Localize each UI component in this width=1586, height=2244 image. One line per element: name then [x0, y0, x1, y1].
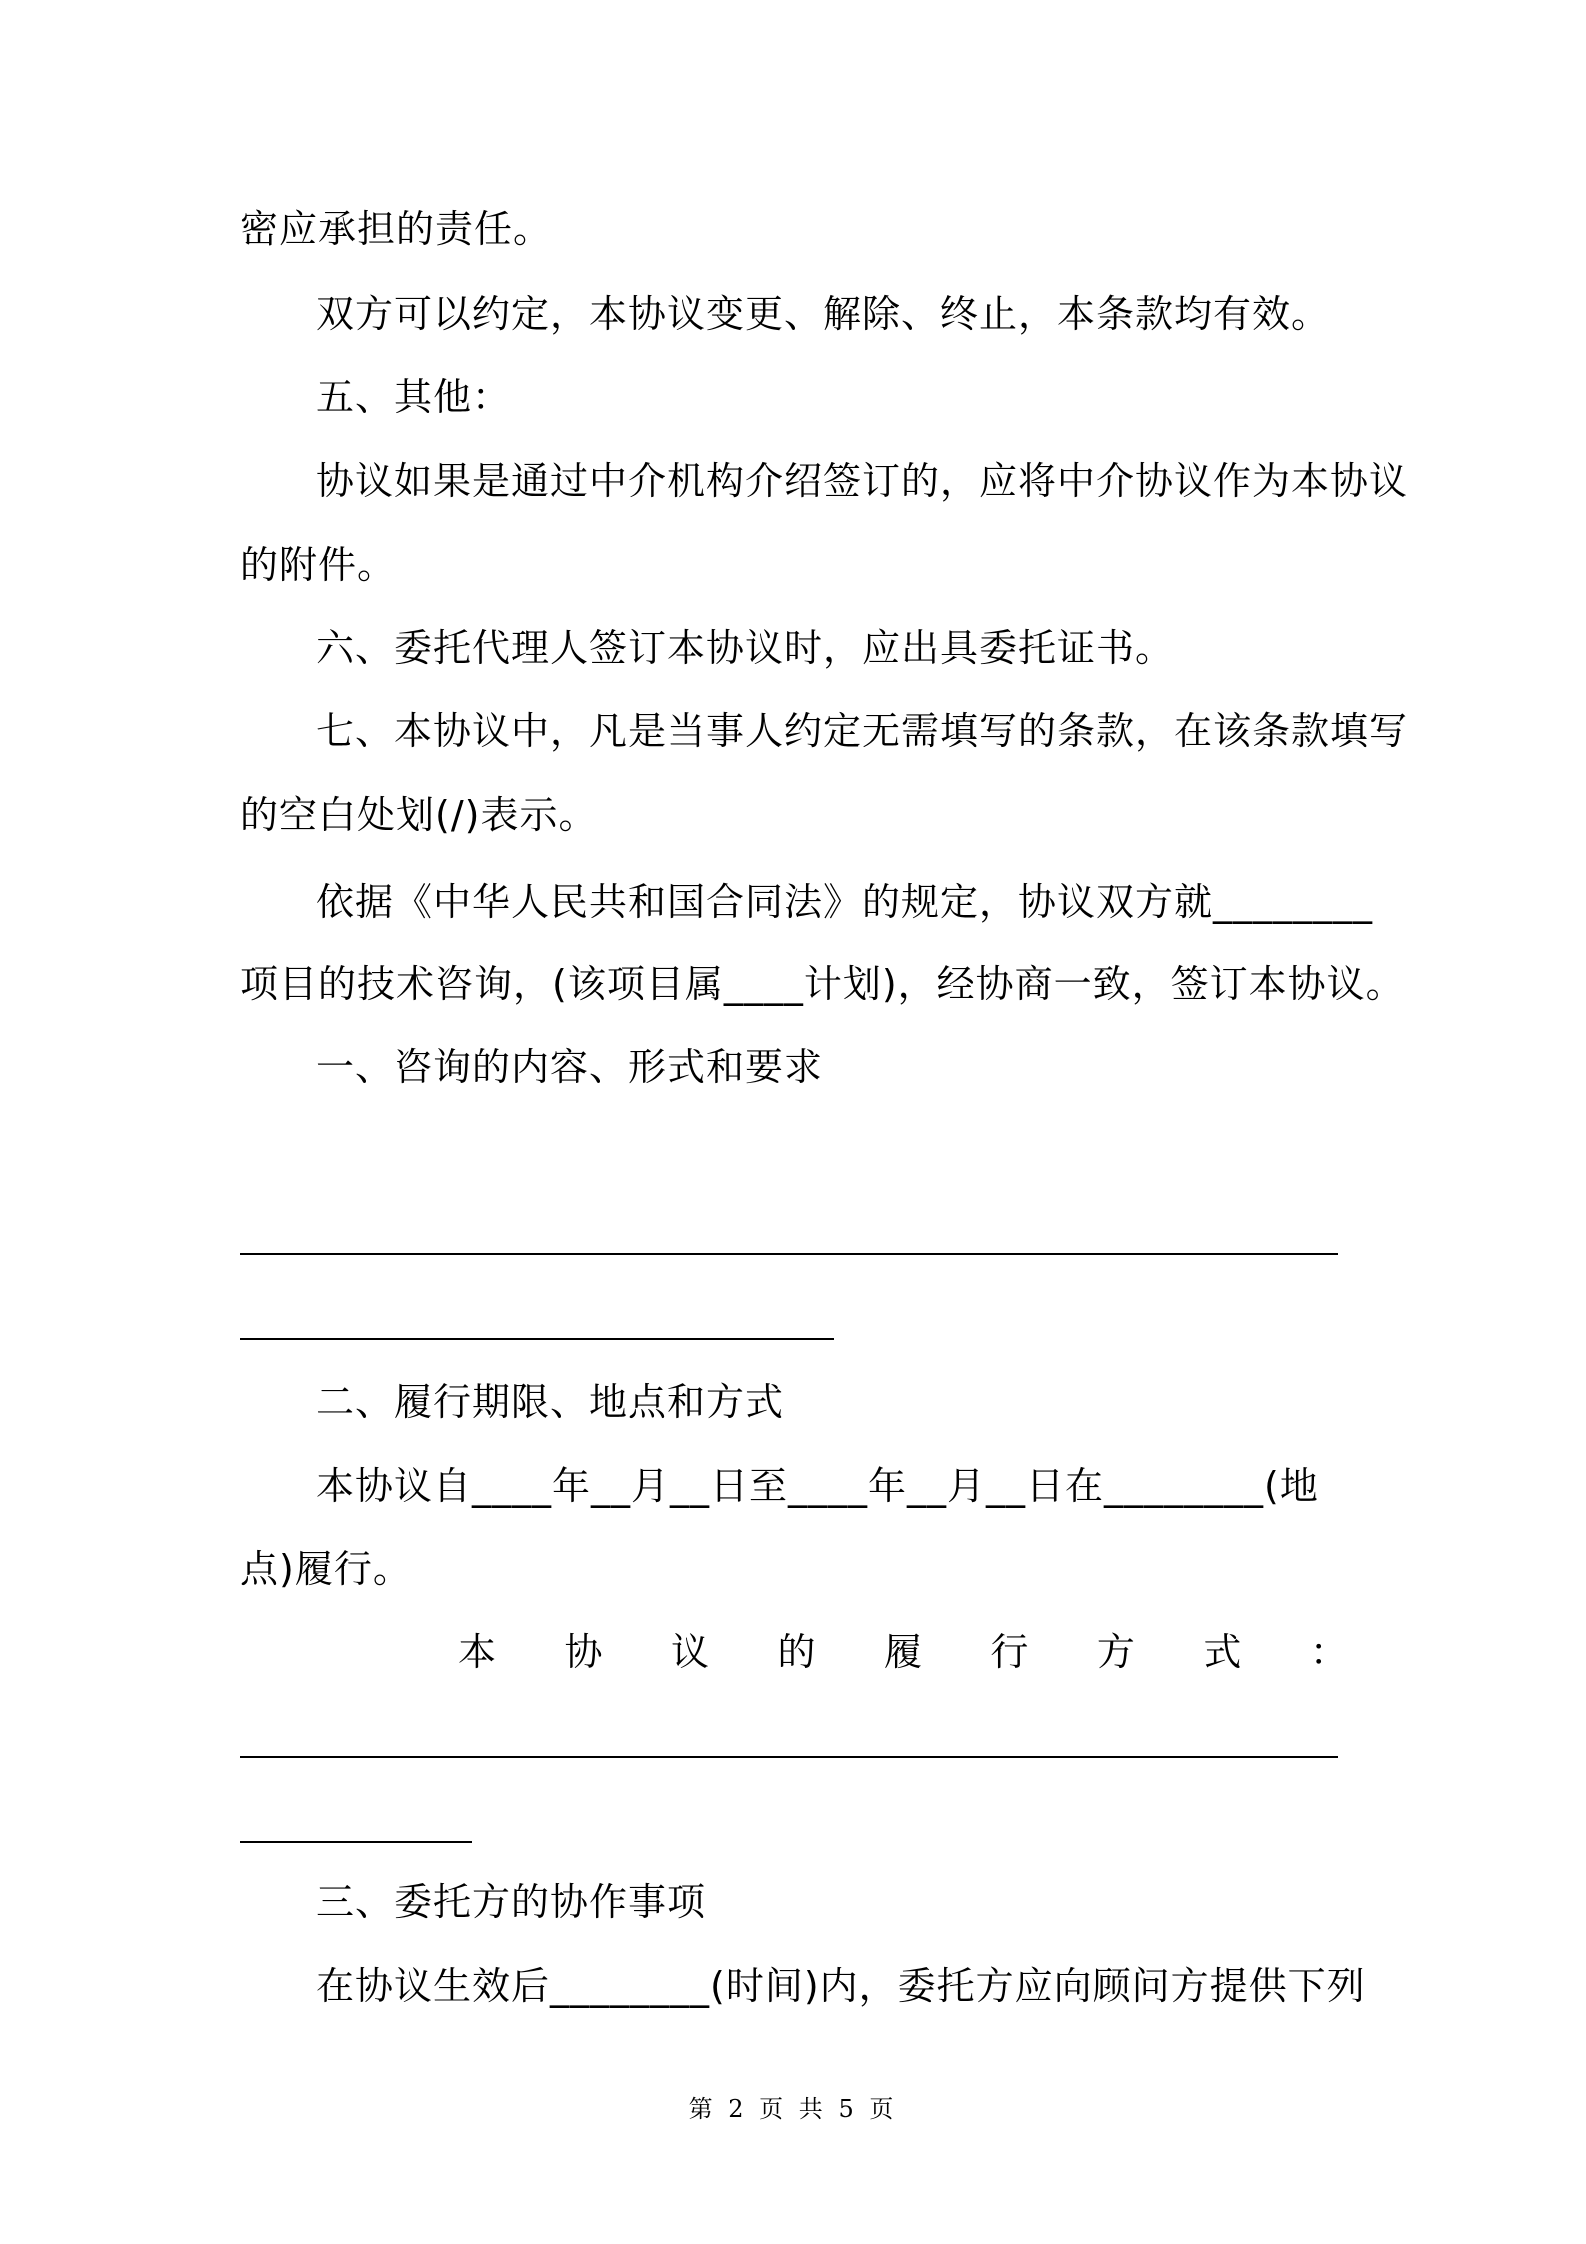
blank-fill-line — [240, 1253, 1338, 1255]
text-char: 协 — [564, 1630, 603, 1674]
text-line: 七、本协议中，凡是当事人约定无需填写的条款，在该条款填写 — [316, 709, 1409, 753]
text-char: 式 — [1203, 1630, 1242, 1674]
text-line: 项目的技术咨询，(该项目属____计划)，经协商一致，签订本协议。 — [240, 962, 1405, 1006]
blank-fill-line — [240, 1841, 472, 1843]
section-heading: 二、履行期限、地点和方式 — [316, 1380, 785, 1424]
text-line: 依据《中华人民共和国合同法》的规定，协议双方就________ — [316, 880, 1374, 924]
text-char: ： — [1309, 1630, 1348, 1674]
blank-fill-line — [240, 1338, 834, 1340]
section-heading: 五、其他： — [316, 375, 512, 419]
text-char: 议 — [670, 1630, 709, 1674]
section-heading: 三、委托方的协作事项 — [316, 1880, 707, 1924]
text-line: 协议如果是通过中介机构介绍签订的，应将中介协议作为本协议 — [316, 459, 1409, 503]
text-char: 的 — [777, 1630, 816, 1674]
text-char: 履 — [883, 1630, 922, 1674]
text-line: 点)履行。 — [240, 1547, 412, 1591]
text-char: 行 — [990, 1630, 1029, 1674]
text-char: 方 — [1096, 1630, 1135, 1674]
text-line: 的空白处划(/)表示。 — [240, 793, 598, 837]
text-line: 密应承担的责任。 — [240, 207, 553, 251]
text-line: 双方可以约定，本协议变更、解除、终止，本条款均有效。 — [316, 292, 1331, 336]
text-line: 在协议生效后________(时间)内，委托方应向顾问方提供下列 — [316, 1964, 1366, 2008]
justified-text-line — [458, 1628, 1348, 1676]
section-heading: 一、咨询的内容、形式和要求 — [316, 1045, 824, 1089]
page-footer: 第 2 页 共 5 页 — [688, 2095, 898, 2123]
text-line: 的附件。 — [240, 543, 397, 587]
text-char: 本 — [458, 1630, 497, 1674]
blank-fill-line — [240, 1756, 1338, 1758]
text-line: 本协议自____年__月__日至____年__月__日在________(地 — [316, 1464, 1319, 1508]
text-line: 六、委托代理人签订本协议时，应出具委托证书。 — [316, 626, 1175, 670]
